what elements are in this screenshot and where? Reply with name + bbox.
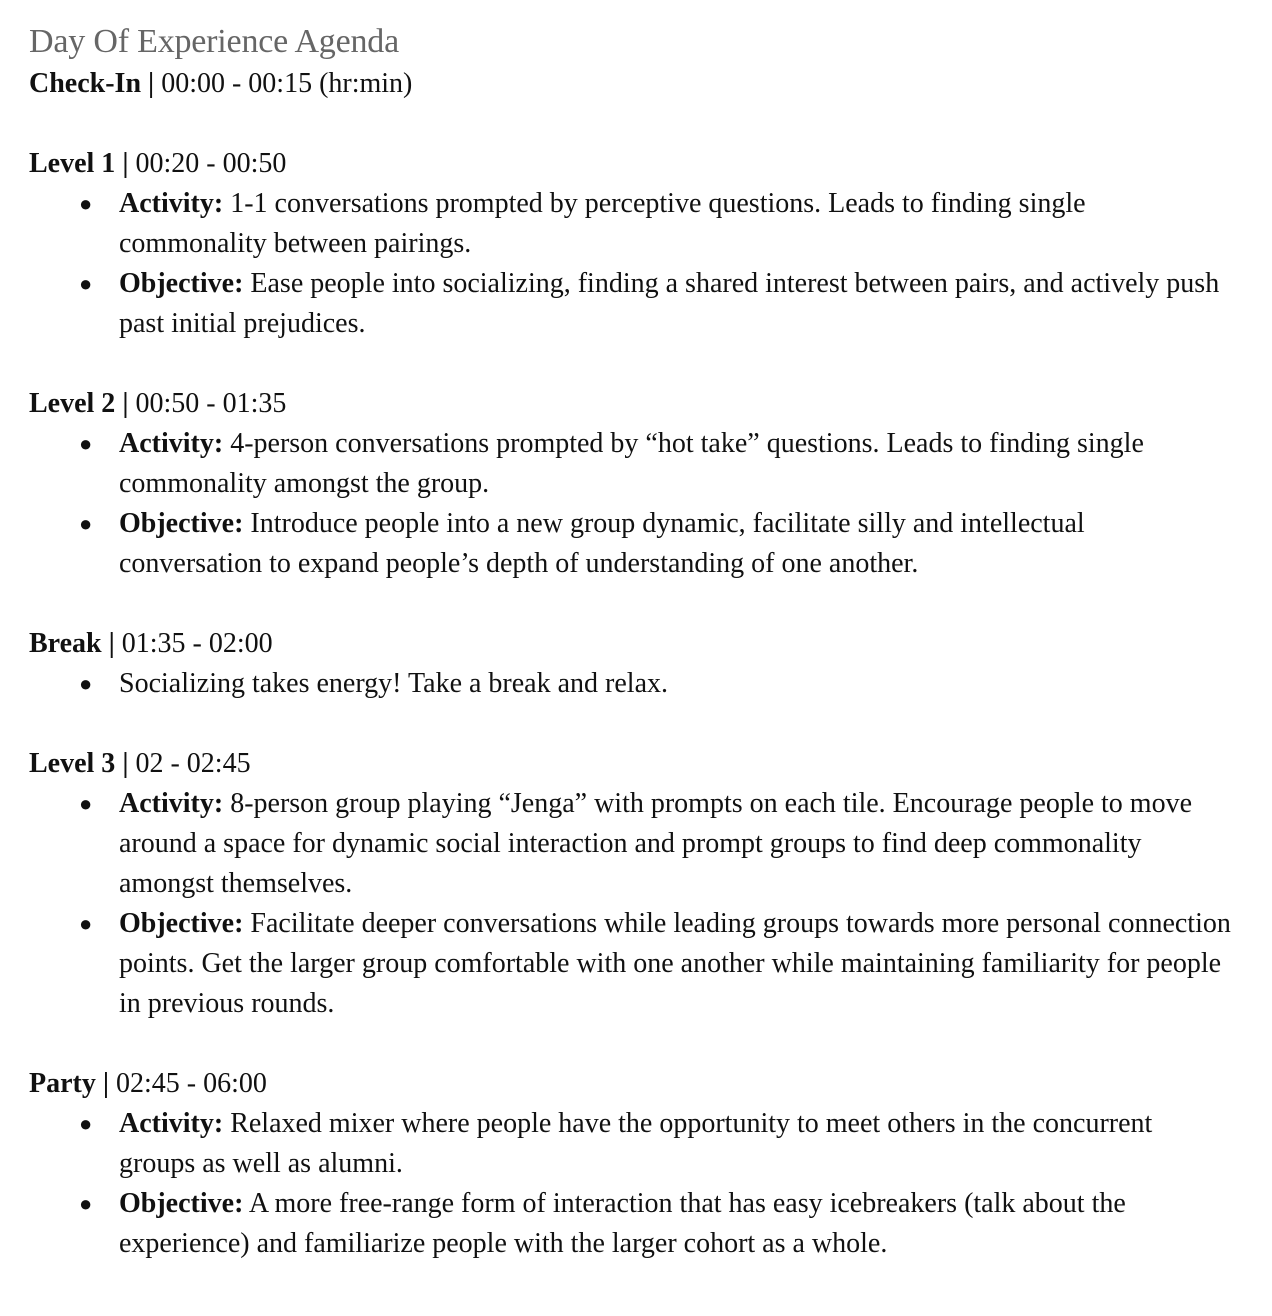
section-name: Level 3 [29, 748, 116, 779]
list-item [29, 904, 1272, 1024]
bullet-list [29, 1104, 1272, 1264]
section-time: 01:35 - 02:00 [121, 628, 273, 659]
section-heading [29, 64, 1272, 104]
section-heading [29, 144, 1272, 184]
document-title: Day Of Experience Agenda [29, 23, 399, 60]
section-name: Check-In [29, 68, 142, 99]
section-heading [29, 384, 1272, 424]
item-text: A more free-range form of interaction that has easy icebreakers (talk about the experience) and familiarize people with the larger cohort as a whole. [119, 1188, 1126, 1259]
section-time: 00:20 - 00:50 [135, 148, 287, 179]
blank-line [29, 1024, 1272, 1064]
item-text: Relaxed mixer where people have the opportunity to meet others in the concurrent groups as well as alumni. [119, 1108, 1153, 1179]
section-name: Level 1 [29, 148, 116, 179]
item-text: 4-person conversations prompted by “hot take” questions. Leads to finding single commonality amongst the group. [119, 428, 1144, 499]
section-separator: | [115, 748, 136, 779]
bullet-list [29, 184, 1272, 344]
bullet-list [29, 424, 1272, 584]
item-label: Activity: [119, 788, 224, 819]
bullet-icon: ● [79, 1191, 93, 1216]
section-separator: | [101, 628, 122, 659]
bullet-icon: ● [79, 791, 93, 816]
item-text: Socializing takes energy! Take a break and relax. [119, 668, 668, 699]
item-label: Objective: [119, 908, 244, 939]
bullet-icon: ● [79, 191, 93, 216]
section-separator: | [95, 1068, 117, 1099]
section-name: Break [29, 628, 102, 659]
section-heading [29, 744, 1272, 784]
item-label: Activity: [119, 1108, 224, 1139]
item-text: 1-1 conversations prompted by perceptive questions. Leads to finding single commonality between pairings. [119, 188, 1086, 259]
item-label: Objective: [119, 508, 244, 539]
list-item [29, 664, 1272, 704]
section-time: 00:50 - 01:35 [135, 388, 287, 419]
bullet-list [29, 784, 1272, 1024]
bullet-list [29, 664, 1272, 704]
blank-line [29, 104, 1272, 144]
section-separator: | [115, 388, 136, 419]
section-break [29, 624, 1272, 704]
bullet-icon: ● [79, 511, 93, 536]
section-level-1 [29, 144, 1272, 344]
list-item [29, 1104, 1272, 1184]
item-label: Objective: [119, 268, 244, 299]
section-check-in [29, 64, 1272, 104]
section-time: 00:00 - 00:15 (hr:min) [161, 68, 413, 99]
item-text: Facilitate deeper conversations while leading groups towards more personal connection points. Get the larger group comfortable with one another while maintaining familiarity for people in previous rounds. [119, 908, 1231, 1019]
item-label: Activity: [119, 188, 224, 219]
bullet-icon: ● [79, 431, 93, 456]
section-time: 02 - 02:45 [135, 748, 251, 779]
item-text: Introduce people into a new group dynamic, facilitate silly and intellectual conversation to expand people’s depth of understanding of one another. [119, 508, 1085, 579]
list-item [29, 264, 1272, 344]
list-item [29, 784, 1272, 904]
item-label: Activity: [119, 428, 224, 459]
list-item [29, 424, 1272, 504]
section-time: 02:45 - 06:00 [116, 1068, 267, 1099]
item-text: Ease people into socializing, finding a shared interest between pairs, and actively push past initial prejudices. [119, 268, 1220, 339]
list-item [29, 504, 1272, 584]
section-party [29, 1064, 1272, 1264]
list-item [29, 184, 1272, 264]
section-name: Level 2 [29, 388, 116, 419]
section-level-2 [29, 384, 1272, 584]
blank-line [29, 704, 1272, 744]
section-heading [29, 1064, 1272, 1104]
bullet-icon: ● [79, 911, 93, 936]
section-separator: | [115, 148, 136, 179]
item-label: Objective: [119, 1188, 244, 1219]
blank-line [29, 344, 1272, 384]
list-item [29, 1184, 1272, 1264]
bullet-icon: ● [79, 271, 93, 296]
item-text: 8-person group playing “Jenga” with prompts on each tile. Encourage people to move around a space for dynamic social interaction and prompt groups to find deep commonality amongst themselves. [119, 788, 1193, 899]
section-level-3 [29, 744, 1272, 1024]
blank-line [29, 584, 1272, 624]
section-heading [29, 624, 1272, 664]
section-separator: | [141, 68, 162, 99]
bullet-icon: ● [79, 1111, 93, 1136]
section-name: Party [29, 1068, 96, 1099]
bullet-icon: ● [79, 671, 93, 696]
